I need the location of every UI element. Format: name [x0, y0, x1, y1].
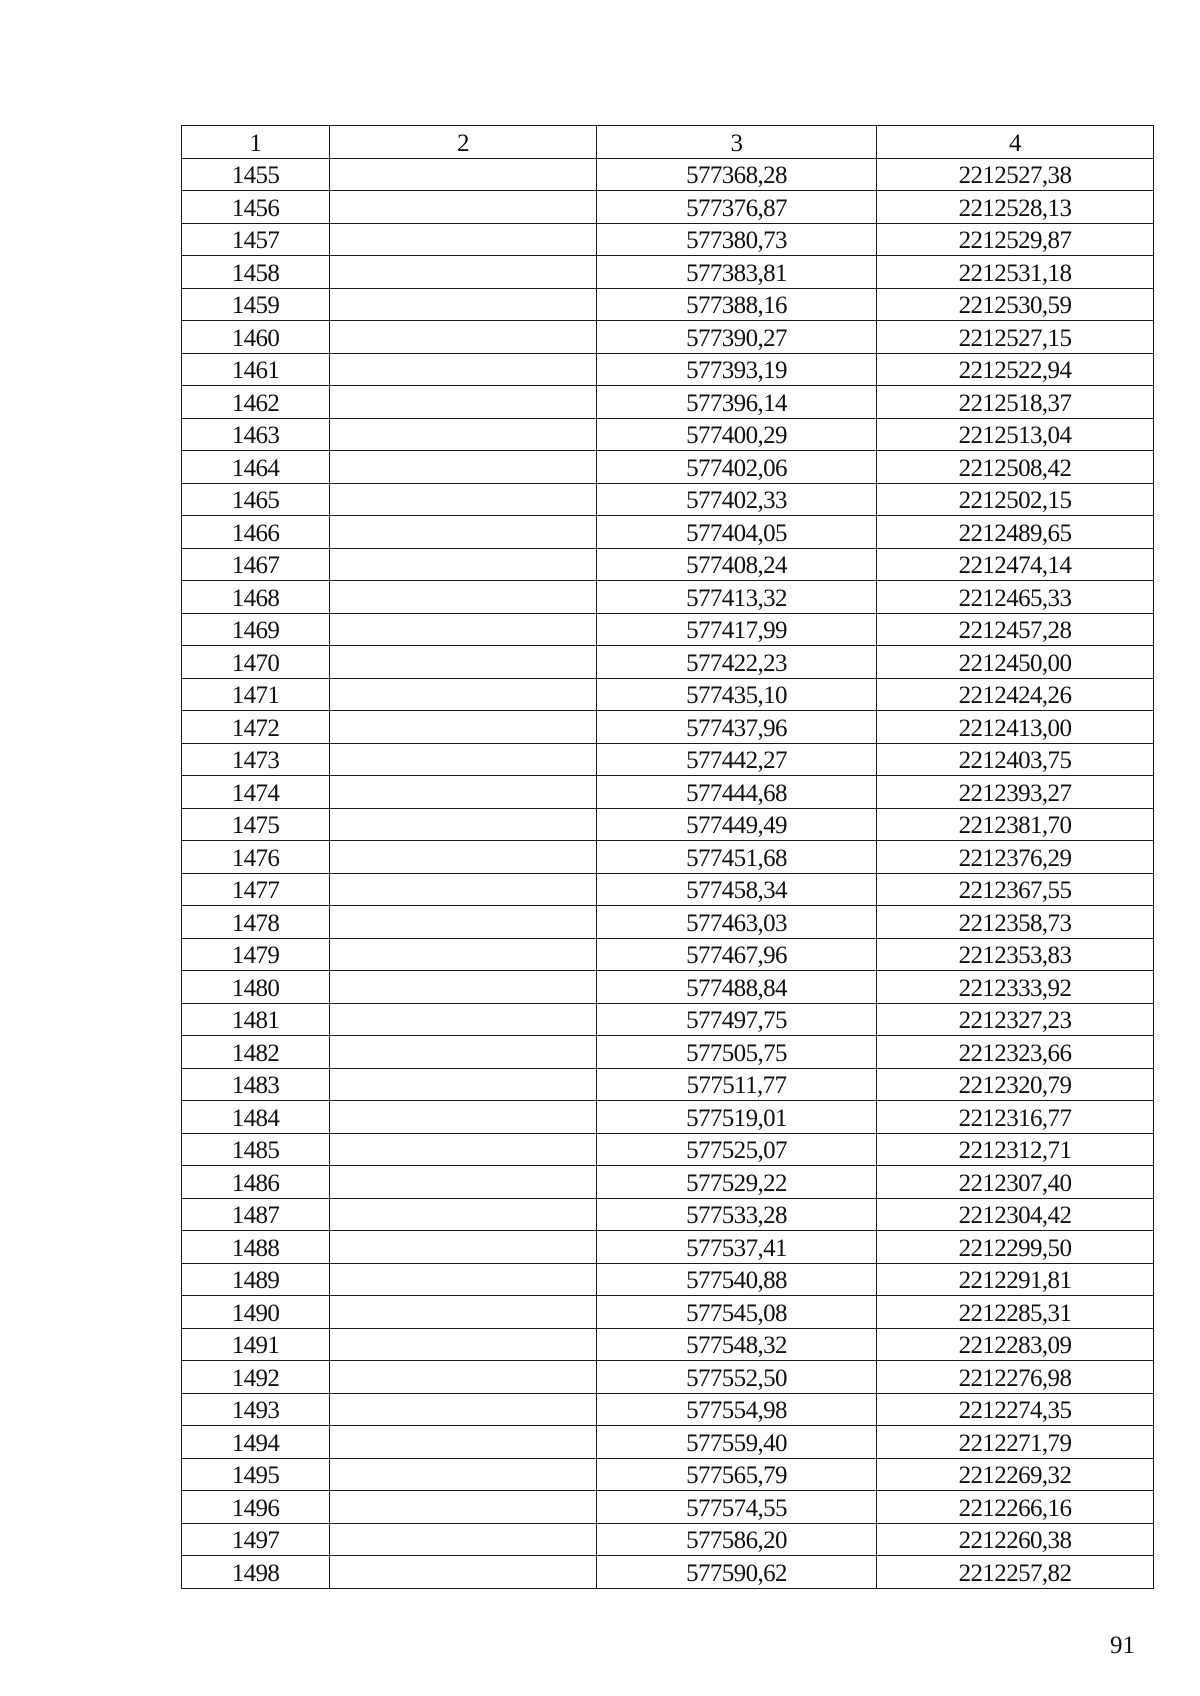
description-cell	[330, 418, 597, 451]
y-coordinate-cell: 2212333,92	[877, 971, 1154, 1004]
y-coordinate-cell: 2212424,26	[877, 678, 1154, 711]
table-row	[182, 386, 1154, 419]
table-row	[182, 288, 1154, 321]
x-coordinate-cell: 577408,24	[597, 548, 877, 581]
x-coordinate-cell: 577586,20	[597, 1523, 877, 1556]
table-header-row	[182, 126, 1154, 159]
y-coordinate-cell: 2212358,73	[877, 906, 1154, 939]
y-coordinate-cell: 2212528,13	[877, 191, 1154, 224]
x-coordinate-cell: 577533,28	[597, 1198, 877, 1231]
y-coordinate-cell: 2212327,23	[877, 1003, 1154, 1036]
x-coordinate-cell: 577545,08	[597, 1296, 877, 1329]
x-coordinate-cell: 577505,75	[597, 1036, 877, 1069]
point-number-cell: 1456	[182, 191, 330, 224]
table-row	[182, 1068, 1154, 1101]
x-coordinate-cell: 577380,73	[597, 223, 877, 256]
point-number-cell: 1494	[182, 1426, 330, 1459]
table-row	[182, 1556, 1154, 1589]
table-row	[182, 1393, 1154, 1426]
x-coordinate-cell: 577552,50	[597, 1361, 877, 1394]
x-coordinate-cell: 577574,55	[597, 1491, 877, 1524]
point-number-cell: 1480	[182, 971, 330, 1004]
table-row	[182, 548, 1154, 581]
point-number-cell: 1497	[182, 1523, 330, 1556]
y-coordinate-cell: 2212527,15	[877, 321, 1154, 354]
y-coordinate-cell: 2212316,77	[877, 1101, 1154, 1134]
header-col-3: 3	[597, 126, 877, 159]
table-row	[182, 1426, 1154, 1459]
point-number-cell: 1485	[182, 1133, 330, 1166]
y-coordinate-cell: 2212529,87	[877, 223, 1154, 256]
point-number-cell: 1458	[182, 256, 330, 289]
x-coordinate-cell: 577525,07	[597, 1133, 877, 1166]
x-coordinate-cell: 577449,49	[597, 808, 877, 841]
description-cell	[330, 256, 597, 289]
x-coordinate-cell: 577376,87	[597, 191, 877, 224]
description-cell	[330, 483, 597, 516]
description-cell	[330, 678, 597, 711]
table-row	[182, 418, 1154, 451]
table-row	[182, 1296, 1154, 1329]
description-cell	[330, 516, 597, 549]
y-coordinate-cell: 2212266,16	[877, 1491, 1154, 1524]
point-number-cell: 1459	[182, 288, 330, 321]
y-coordinate-cell: 2212299,50	[877, 1231, 1154, 1264]
point-number-cell: 1486	[182, 1166, 330, 1199]
y-coordinate-cell: 2212381,70	[877, 808, 1154, 841]
x-coordinate-cell: 577540,88	[597, 1263, 877, 1296]
y-coordinate-cell: 2212508,42	[877, 451, 1154, 484]
point-number-cell: 1468	[182, 581, 330, 614]
point-number-cell: 1473	[182, 743, 330, 776]
description-cell	[330, 548, 597, 581]
table-row	[182, 873, 1154, 906]
table-row	[182, 516, 1154, 549]
table-row	[182, 158, 1154, 191]
x-coordinate-cell: 577404,05	[597, 516, 877, 549]
y-coordinate-cell: 2212393,27	[877, 776, 1154, 809]
coordinates-table	[181, 125, 1154, 1589]
y-coordinate-cell: 2212403,75	[877, 743, 1154, 776]
y-coordinate-cell: 2212312,71	[877, 1133, 1154, 1166]
description-cell	[330, 906, 597, 939]
y-coordinate-cell: 2212291,81	[877, 1263, 1154, 1296]
y-coordinate-cell: 2212518,37	[877, 386, 1154, 419]
point-number-cell: 1461	[182, 353, 330, 386]
description-cell	[330, 353, 597, 386]
x-coordinate-cell: 577451,68	[597, 841, 877, 874]
point-number-cell: 1479	[182, 938, 330, 971]
point-number-cell: 1460	[182, 321, 330, 354]
table-row	[182, 321, 1154, 354]
description-cell	[330, 938, 597, 971]
point-number-cell: 1498	[182, 1556, 330, 1589]
description-cell	[330, 1296, 597, 1329]
description-cell	[330, 1523, 597, 1556]
point-number-cell: 1475	[182, 808, 330, 841]
description-cell	[330, 873, 597, 906]
x-coordinate-cell: 577435,10	[597, 678, 877, 711]
x-coordinate-cell: 577400,29	[597, 418, 877, 451]
description-cell	[330, 1036, 597, 1069]
table-row	[182, 1263, 1154, 1296]
table-row	[182, 808, 1154, 841]
description-cell	[330, 451, 597, 484]
table-row	[182, 678, 1154, 711]
x-coordinate-cell: 577368,28	[597, 158, 877, 191]
point-number-cell: 1490	[182, 1296, 330, 1329]
table-row	[182, 841, 1154, 874]
x-coordinate-cell: 577529,22	[597, 1166, 877, 1199]
description-cell	[330, 646, 597, 679]
description-cell	[330, 808, 597, 841]
point-number-cell: 1481	[182, 1003, 330, 1036]
table-row	[182, 451, 1154, 484]
table-row	[182, 1101, 1154, 1134]
description-cell	[330, 288, 597, 321]
y-coordinate-cell: 2212489,65	[877, 516, 1154, 549]
point-number-cell: 1493	[182, 1393, 330, 1426]
point-number-cell: 1465	[182, 483, 330, 516]
description-cell	[330, 711, 597, 744]
description-cell	[330, 613, 597, 646]
x-coordinate-cell: 577463,03	[597, 906, 877, 939]
table-row	[182, 1231, 1154, 1264]
x-coordinate-cell: 577458,34	[597, 873, 877, 906]
description-cell	[330, 841, 597, 874]
table-row	[182, 646, 1154, 679]
description-cell	[330, 1101, 597, 1134]
table-row	[182, 971, 1154, 1004]
description-cell	[330, 1556, 597, 1589]
description-cell	[330, 1393, 597, 1426]
point-number-cell: 1483	[182, 1068, 330, 1101]
table-row	[182, 256, 1154, 289]
x-coordinate-cell: 577402,06	[597, 451, 877, 484]
description-cell	[330, 386, 597, 419]
point-number-cell: 1487	[182, 1198, 330, 1231]
x-coordinate-cell: 577511,77	[597, 1068, 877, 1101]
point-number-cell: 1496	[182, 1491, 330, 1524]
table-row	[182, 613, 1154, 646]
x-coordinate-cell: 577537,41	[597, 1231, 877, 1264]
description-cell	[330, 191, 597, 224]
description-cell	[330, 1133, 597, 1166]
point-number-cell: 1484	[182, 1101, 330, 1134]
description-cell	[330, 158, 597, 191]
header-col-1: 1	[182, 126, 330, 159]
y-coordinate-cell: 2212450,00	[877, 646, 1154, 679]
description-cell	[330, 1231, 597, 1264]
x-coordinate-cell: 577548,32	[597, 1328, 877, 1361]
y-coordinate-cell: 2212260,38	[877, 1523, 1154, 1556]
x-coordinate-cell: 577413,32	[597, 581, 877, 614]
x-coordinate-cell: 577497,75	[597, 1003, 877, 1036]
y-coordinate-cell: 2212527,38	[877, 158, 1154, 191]
x-coordinate-cell: 577402,33	[597, 483, 877, 516]
y-coordinate-cell: 2212271,79	[877, 1426, 1154, 1459]
x-coordinate-cell: 577442,27	[597, 743, 877, 776]
description-cell	[330, 1361, 597, 1394]
x-coordinate-cell: 577417,99	[597, 613, 877, 646]
y-coordinate-cell: 2212367,55	[877, 873, 1154, 906]
x-coordinate-cell: 577519,01	[597, 1101, 877, 1134]
point-number-cell: 1466	[182, 516, 330, 549]
table-row	[182, 906, 1154, 939]
x-coordinate-cell: 577554,98	[597, 1393, 877, 1426]
y-coordinate-cell: 2212522,94	[877, 353, 1154, 386]
table-row	[182, 1523, 1154, 1556]
x-coordinate-cell: 577388,16	[597, 288, 877, 321]
x-coordinate-cell: 577390,27	[597, 321, 877, 354]
x-coordinate-cell: 577488,84	[597, 971, 877, 1004]
header-col-4: 4	[877, 126, 1154, 159]
point-number-cell: 1492	[182, 1361, 330, 1394]
y-coordinate-cell: 2212320,79	[877, 1068, 1154, 1101]
y-coordinate-cell: 2212274,35	[877, 1393, 1154, 1426]
description-cell	[330, 321, 597, 354]
table-row	[182, 1198, 1154, 1231]
description-cell	[330, 1328, 597, 1361]
table-row	[182, 1361, 1154, 1394]
point-number-cell: 1488	[182, 1231, 330, 1264]
x-coordinate-cell: 577565,79	[597, 1458, 877, 1491]
y-coordinate-cell: 2212304,42	[877, 1198, 1154, 1231]
page-number: 91	[1110, 1632, 1135, 1659]
point-number-cell: 1455	[182, 158, 330, 191]
table-row	[182, 191, 1154, 224]
table-row	[182, 1458, 1154, 1491]
table-row	[182, 1036, 1154, 1069]
y-coordinate-cell: 2212465,33	[877, 581, 1154, 614]
x-coordinate-cell: 577437,96	[597, 711, 877, 744]
point-number-cell: 1474	[182, 776, 330, 809]
description-cell	[330, 971, 597, 1004]
table-body	[182, 158, 1154, 1588]
point-number-cell: 1470	[182, 646, 330, 679]
x-coordinate-cell: 577383,81	[597, 256, 877, 289]
y-coordinate-cell: 2212285,31	[877, 1296, 1154, 1329]
point-number-cell: 1476	[182, 841, 330, 874]
point-number-cell: 1471	[182, 678, 330, 711]
table-row	[182, 776, 1154, 809]
description-cell	[330, 1068, 597, 1101]
y-coordinate-cell: 2212323,66	[877, 1036, 1154, 1069]
table-row	[182, 1133, 1154, 1166]
y-coordinate-cell: 2212283,09	[877, 1328, 1154, 1361]
point-number-cell: 1489	[182, 1263, 330, 1296]
y-coordinate-cell: 2212531,18	[877, 256, 1154, 289]
table-row	[182, 1166, 1154, 1199]
point-number-cell: 1472	[182, 711, 330, 744]
point-number-cell: 1462	[182, 386, 330, 419]
point-number-cell: 1491	[182, 1328, 330, 1361]
description-cell	[330, 1491, 597, 1524]
table-row	[182, 938, 1154, 971]
description-cell	[330, 776, 597, 809]
y-coordinate-cell: 2212353,83	[877, 938, 1154, 971]
y-coordinate-cell: 2212530,59	[877, 288, 1154, 321]
x-coordinate-cell: 577590,62	[597, 1556, 877, 1589]
point-number-cell: 1478	[182, 906, 330, 939]
description-cell	[330, 743, 597, 776]
y-coordinate-cell: 2212502,15	[877, 483, 1154, 516]
y-coordinate-cell: 2212376,29	[877, 841, 1154, 874]
x-coordinate-cell: 577422,23	[597, 646, 877, 679]
table-row	[182, 1491, 1154, 1524]
table-row	[182, 353, 1154, 386]
x-coordinate-cell: 577393,19	[597, 353, 877, 386]
table-row	[182, 1328, 1154, 1361]
y-coordinate-cell: 2212269,32	[877, 1458, 1154, 1491]
point-number-cell: 1457	[182, 223, 330, 256]
table-row	[182, 1003, 1154, 1036]
description-cell	[330, 1263, 597, 1296]
point-number-cell: 1477	[182, 873, 330, 906]
y-coordinate-cell: 2212307,40	[877, 1166, 1154, 1199]
point-number-cell: 1464	[182, 451, 330, 484]
header-col-2: 2	[330, 126, 597, 159]
y-coordinate-cell: 2212474,14	[877, 548, 1154, 581]
description-cell	[330, 1458, 597, 1491]
description-cell	[330, 1003, 597, 1036]
description-cell	[330, 581, 597, 614]
point-number-cell: 1482	[182, 1036, 330, 1069]
x-coordinate-cell: 577467,96	[597, 938, 877, 971]
table-row	[182, 483, 1154, 516]
description-cell	[330, 1426, 597, 1459]
description-cell	[330, 1166, 597, 1199]
y-coordinate-cell: 2212513,04	[877, 418, 1154, 451]
description-cell	[330, 1198, 597, 1231]
table-row	[182, 581, 1154, 614]
point-number-cell: 1469	[182, 613, 330, 646]
description-cell	[330, 223, 597, 256]
y-coordinate-cell: 2212413,00	[877, 711, 1154, 744]
table-row	[182, 743, 1154, 776]
point-number-cell: 1495	[182, 1458, 330, 1491]
table-row	[182, 223, 1154, 256]
y-coordinate-cell: 2212257,82	[877, 1556, 1154, 1589]
x-coordinate-cell: 577396,14	[597, 386, 877, 419]
x-coordinate-cell: 577559,40	[597, 1426, 877, 1459]
point-number-cell: 1467	[182, 548, 330, 581]
y-coordinate-cell: 2212457,28	[877, 613, 1154, 646]
x-coordinate-cell: 577444,68	[597, 776, 877, 809]
y-coordinate-cell: 2212276,98	[877, 1361, 1154, 1394]
table-row	[182, 711, 1154, 744]
point-number-cell: 1463	[182, 418, 330, 451]
